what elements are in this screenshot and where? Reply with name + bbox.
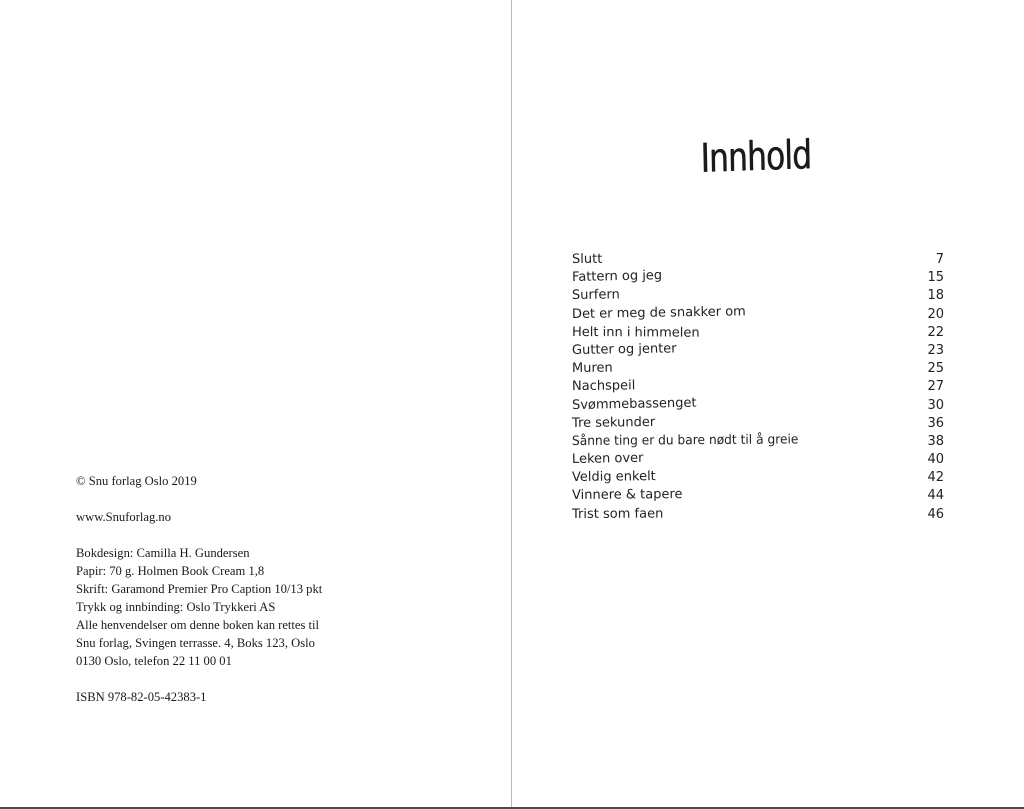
toc-entry-title: Gutter og jenter	[571, 341, 677, 358]
website-line: www.Snuforlag.no	[76, 510, 172, 524]
toc-entry-page: 20	[927, 306, 944, 322]
toc-entry-page: 40	[927, 452, 944, 468]
toc-entry-page: 46	[927, 506, 944, 522]
toc-entry-title: Trist som faen	[571, 506, 664, 522]
toc-entry-page: 23	[927, 342, 944, 358]
toc-entry	[572, 343, 944, 361]
address-line: Snu forlag, Svingen terrasse. 4, Boks 123, Oslo	[76, 636, 315, 650]
toc-entry-title: Veldig enkelt	[571, 469, 656, 486]
toc-entry	[572, 434, 944, 452]
toc-entry-title: Vinnere & tapere	[571, 487, 683, 504]
toc-entry-page: 38	[927, 433, 944, 449]
isbn-line: ISBN 978-82-05-42383-1	[76, 690, 207, 704]
copyright-line: © Snu forlag Oslo 2019	[76, 474, 197, 488]
toc-entry-title: Muren	[571, 360, 613, 377]
toc-entry	[572, 325, 944, 343]
toc-entry	[572, 470, 944, 488]
toc-entry	[572, 361, 944, 379]
font-info: Skrift: Garamond Premier Pro Caption 10/13 pkt	[76, 582, 323, 596]
toc-entry-title: Fattern og jeg	[571, 268, 663, 286]
toc-entry	[572, 452, 944, 470]
toc-entry-page: 36	[927, 415, 944, 431]
toc-title: Innhold	[700, 132, 812, 182]
toc-entry	[572, 270, 944, 288]
toc-entry-title: Surfern	[571, 287, 620, 304]
toc-list	[572, 252, 944, 525]
toc-entry	[571, 395, 944, 416]
toc-entry-page: 30	[927, 397, 944, 413]
toc-entry	[572, 416, 944, 434]
toc-entry-page: 27	[927, 379, 944, 395]
toc-entry-title: Tre sekunder	[571, 414, 656, 431]
toc-entry-page: 7	[935, 252, 944, 267]
toc-entry-page: 18	[927, 288, 944, 304]
printing-info: Trykk og innbinding: Oslo Trykkeri AS	[76, 600, 276, 614]
spacer	[76, 670, 496, 688]
paper-info: Papir: 70 g. Holmen Book Cream 1,8	[76, 564, 265, 578]
toc-entry	[572, 507, 944, 525]
toc-entry	[572, 488, 944, 506]
spacer	[76, 526, 496, 544]
toc-entry-page: 42	[927, 470, 944, 486]
toc-entry-title: Sånne ting er du bare nødt til å greie	[571, 432, 799, 449]
toc-entry	[571, 303, 944, 325]
toc-entry-title: Slutt	[571, 251, 603, 267]
toc-entry-title: Leken over	[571, 450, 644, 468]
toc-entry	[572, 379, 944, 397]
inquiries-line: Alle henvendelser om denne boken kan rettes til	[76, 618, 320, 632]
colophon	[76, 472, 496, 706]
toc-entry-page: 25	[927, 361, 944, 377]
toc-entry-page: 15	[927, 270, 944, 286]
design-credit: Bokdesign: Camilla H. Gundersen	[76, 546, 250, 560]
toc-entry-title: Svømmebassenget	[571, 395, 697, 413]
toc-entry-title: Det er meg de snakker om	[571, 303, 746, 322]
spacer	[76, 490, 496, 508]
toc-entry	[572, 288, 944, 306]
toc-entry-page: 44	[927, 488, 944, 504]
toc-entry-page: 22	[927, 324, 944, 340]
toc-entry	[572, 252, 944, 270]
toc-entry-title: Nachspeil	[571, 378, 636, 395]
postal-line: 0130 Oslo, telefon 22 11 00 01	[76, 654, 232, 668]
toc-entry-title: Helt inn i himmelen	[571, 324, 700, 341]
